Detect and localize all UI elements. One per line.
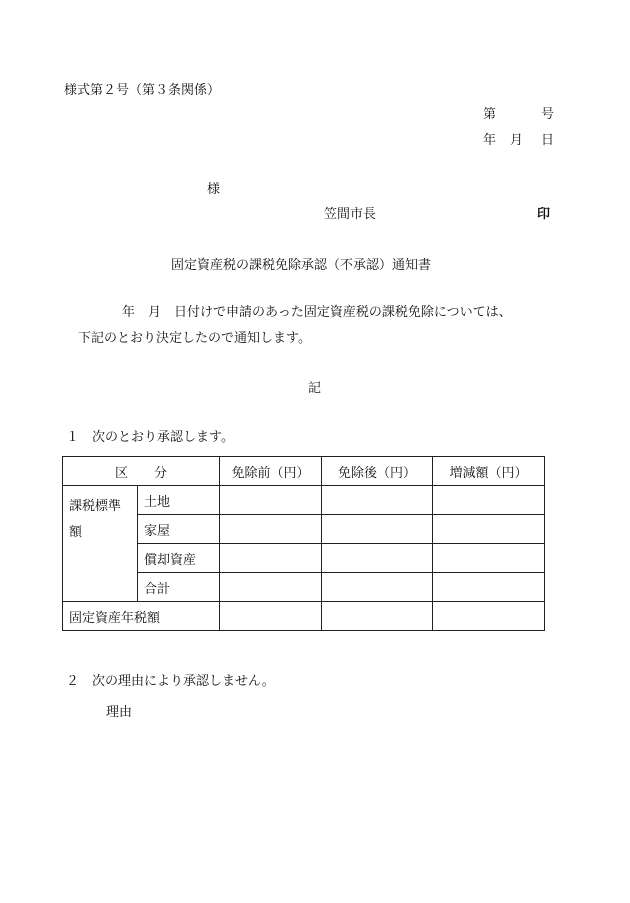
tax-exemption-table — [62, 456, 545, 631]
cell-before — [220, 602, 322, 631]
table-row — [63, 486, 545, 515]
row-label: 償却資産 — [138, 544, 220, 573]
row-label: 合計 — [138, 573, 220, 602]
addressee-suffix: 様 — [207, 182, 221, 197]
reason-label: 理由 — [106, 705, 133, 720]
header-after-exemption: 免除後（円） — [322, 457, 433, 486]
group-label-tax-base — [63, 486, 138, 602]
cell-diff — [433, 573, 545, 602]
table-total-row — [63, 602, 545, 631]
cell-before — [220, 544, 322, 573]
cell-diff — [433, 602, 545, 631]
header-before-exemption: 免除前（円） — [220, 457, 322, 486]
cell-after — [322, 602, 433, 631]
section-2-heading: ２ 次の理由により承認しません。 — [66, 674, 275, 689]
sender-name: 笠間市長 — [324, 207, 377, 222]
form-label: 様式第２号（第３条関係） — [64, 83, 221, 98]
cell-diff — [433, 515, 545, 544]
header-category: 区 分 — [63, 457, 220, 486]
cell-after — [322, 486, 433, 515]
body-text-line-1: 年 月 日付けで申請のあった固定資産税の課税免除については、 — [122, 305, 512, 320]
document-number — [483, 107, 555, 122]
seal-mark: 印 — [537, 207, 551, 222]
document-title: 固定資産税の課税免除承認（不承認）通知書 — [171, 258, 432, 273]
cell-diff — [433, 544, 545, 573]
ki-heading: 記 — [308, 381, 322, 396]
section-1-heading: １ 次のとおり承認します。 — [66, 430, 234, 445]
date-day: 日 — [541, 133, 555, 148]
date-year: 年 — [483, 133, 497, 148]
total-row-label: 固定資産年税額 — [63, 602, 220, 631]
document-date — [483, 134, 554, 147]
table-header-row — [63, 457, 545, 486]
cell-after — [322, 544, 433, 573]
row-label: 家屋 — [138, 515, 220, 544]
document-number-prefix: 第 — [483, 107, 497, 122]
cell-before — [220, 573, 322, 602]
header-difference: 増減額（円） — [433, 457, 545, 486]
row-label: 土地 — [138, 486, 220, 515]
cell-after — [322, 573, 433, 602]
cell-before — [220, 486, 322, 515]
cell-diff — [433, 486, 545, 515]
document-number-suffix: 号 — [541, 107, 555, 122]
group-label-line-1: 課税標準 — [69, 499, 122, 514]
body-text-line-2: 下記のとおり決定したので通知します。 — [78, 331, 311, 346]
cell-before — [220, 515, 322, 544]
date-month: 月 — [510, 133, 524, 148]
cell-after — [322, 515, 433, 544]
group-label-line-2: 額 — [69, 525, 83, 540]
